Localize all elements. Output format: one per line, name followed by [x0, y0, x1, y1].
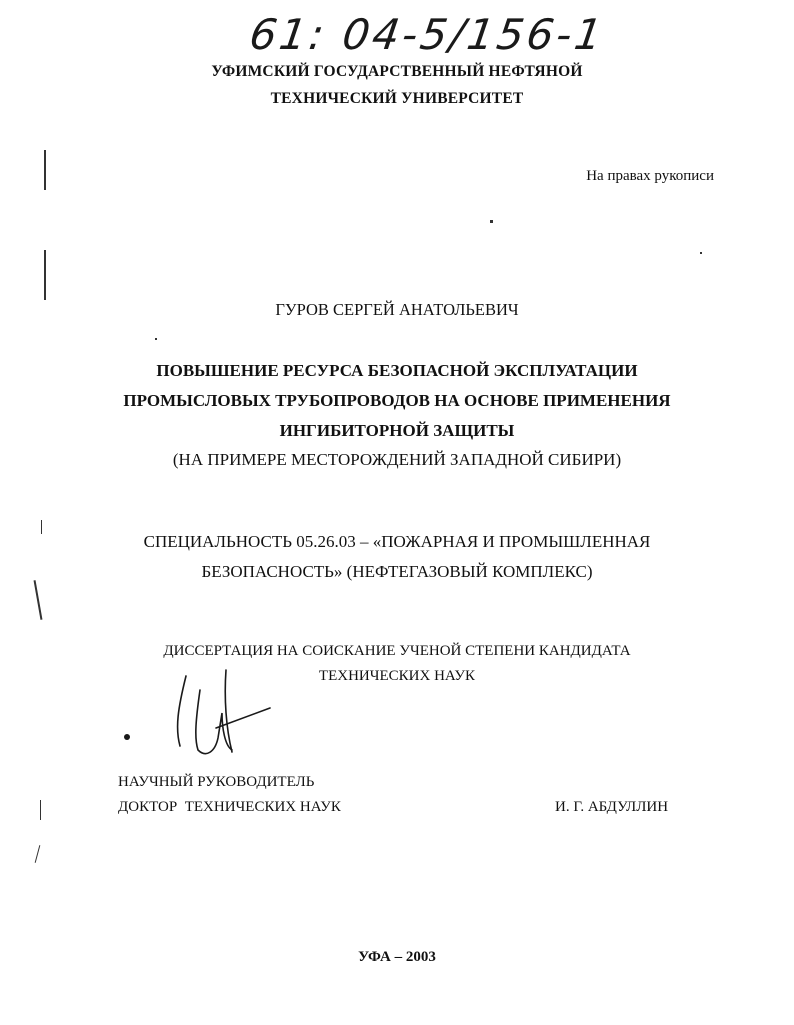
dissertation-line1: ДИССЕРТАЦИЯ НА СОИСКАНИЕ УЧЕНОЙ СТЕПЕНИ КАНДИДАТА — [163, 643, 631, 659]
rights-notice: На правах рукописи — [586, 168, 714, 184]
handwritten-signature — [160, 668, 280, 763]
scan-mark — [700, 252, 702, 254]
specialty-line2: БЕЗОПАСНОСТЬ» (НЕФТЕГАЗОВЫЙ КОМПЛЕКС) — [201, 562, 593, 581]
supervisor-name: И. Г. АБДУЛЛИН — [555, 799, 669, 815]
scan-mark — [155, 338, 157, 340]
ink-dot — [124, 734, 130, 740]
university-name-line2: ТЕХНИЧЕСКИЙ УНИВЕРСИТЕТ — [270, 90, 524, 107]
scan-mark — [44, 250, 46, 300]
thesis-title-line3: ИНГИБИТОРНОЙ ЗАЩИТЫ — [279, 421, 515, 440]
supervisor-degree: ДОКТОР ТЕХНИЧЕСКИХ НАУК — [118, 799, 341, 815]
scan-mark — [490, 220, 493, 223]
city-year: УФА – 2003 — [358, 949, 436, 965]
handwritten-archive-code: 61: 04-5/156-1 — [246, 10, 608, 59]
author-name: ГУРОВ СЕРГЕЙ АНАТОЛЬЕВИЧ — [275, 300, 519, 319]
supervisor-role: НАУЧНЫЙ РУКОВОДИТЕЛЬ — [118, 774, 315, 790]
scan-mark — [44, 150, 46, 190]
scan-mark — [40, 800, 41, 820]
university-name-line1: УФИМСКИЙ ГОСУДАРСТВЕННЫЙ НЕФТЯНОЙ — [211, 63, 583, 80]
scan-mark — [35, 845, 41, 863]
specialty-line1: СПЕЦИАЛЬНОСТЬ 05.26.03 – «ПОЖАРНАЯ И ПРОМЫШЛЕННАЯ — [143, 532, 651, 551]
thesis-title-line1: ПОВЫШЕНИЕ РЕСУРСА БЕЗОПАСНОЙ ЭКСПЛУАТАЦИИ — [156, 361, 638, 380]
scan-mark — [41, 520, 42, 534]
thesis-title-line2: ПРОМЫСЛОВЫХ ТРУБОПРОВОДОВ НА ОСНОВЕ ПРИМЕНЕНИЯ — [123, 391, 671, 410]
dissertation-line2: ТЕХНИЧЕСКИХ НАУК — [318, 668, 476, 684]
thesis-subtitle: (НА ПРИМЕРЕ МЕСТОРОЖДЕНИЙ ЗАПАДНОЙ СИБИРИ) — [172, 450, 622, 469]
